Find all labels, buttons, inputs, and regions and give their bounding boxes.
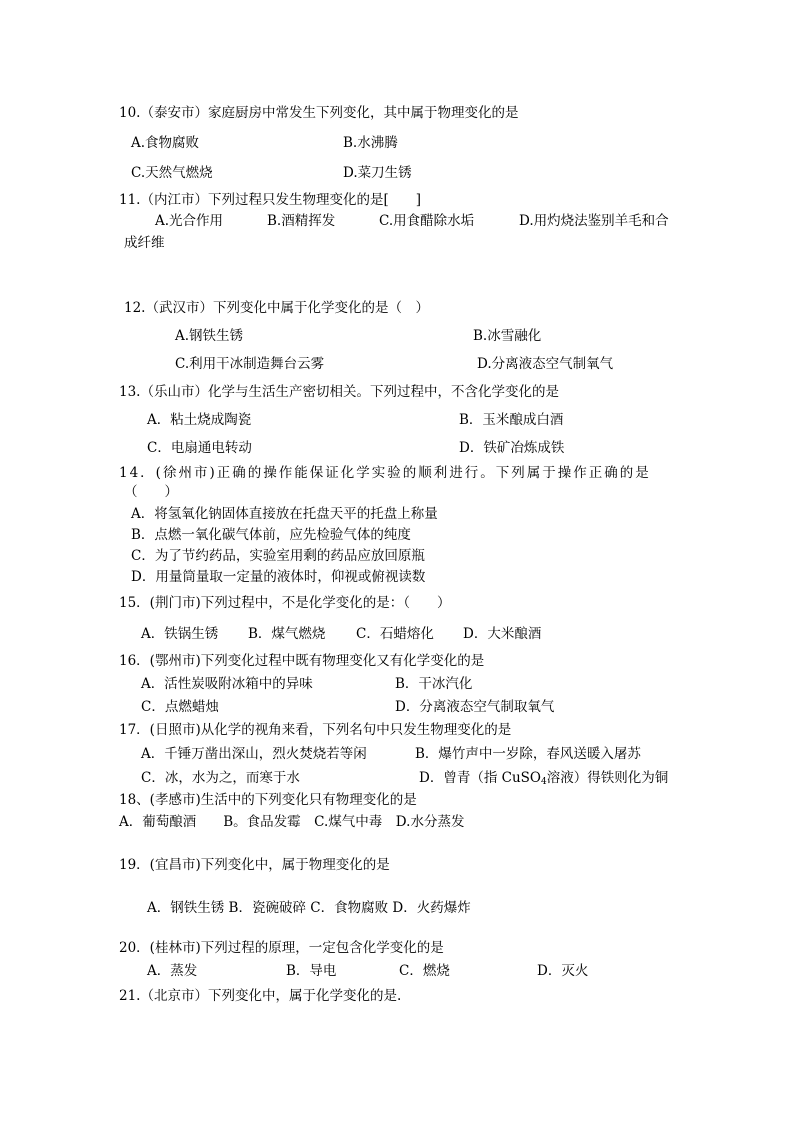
question-20-stem: 20．(桂林市)下列过程的原理，一定包含化学变化的是 [119,940,444,956]
question-19-options: A．钢铁生锈 B．瓷碗破碎 C．食物腐败 D．火药爆炸 [147,900,471,916]
question-12-option-d: D.分离液态空气制氧气 [477,356,614,372]
question-11-option-d: D.用灼烧法鉴别羊毛和合 [519,213,669,229]
question-16-option-d: D．分离液态空气制取氧气 [395,699,555,715]
question-17-stem: 17．(日照市)从化学的视角来看，下列名句中只发生物理变化的是 [119,722,512,738]
question-12-option-c: C.利用干冰制造舞台云雾 [175,356,325,372]
question-14-option-b: B．点燃一氧化碳气体前，应先检验气体的纯度 [131,527,411,543]
question-14-option-c: C．为了节约药品，实验室用剩的药品应放回原瓶 [131,548,425,564]
question-15-option-b: B．煤气燃烧 [248,626,326,642]
question-12-stem: 12.（武汉市）下列变化中属于化学变化的是（ ） [124,300,429,316]
question-11-option-a: A.光合作用 [155,213,224,229]
question-15-option-c: C．石蜡熔化 [356,626,434,642]
question-10-option-d: D.菜刀生锈 [343,165,412,181]
question-21-stem: 21.（北京市）下列变化中，属于化学变化的是. [119,988,402,1004]
question-10-stem: 10.（泰安市）家庭厨房中常发生下列变化，其中属于物理变化的是 [119,105,519,121]
question-10-option-c: C.天然气燃烧 [131,165,213,181]
question-13-option-c: C．电扇通电转动 [147,440,252,456]
question-14-option-d: D．用量筒量取一定量的液体时，仰视或俯视读数 [131,569,426,585]
question-15-stem: 15．(荆门市)下列过程中，不是化学变化的是：（ ） [119,595,451,611]
question-14-stem: 14．(徐州市)正确的操作能保证化学实验的顺利进行。下列属于操作正确的是 [119,465,651,481]
question-14-option-a: A．将氢氧化钠固体直接放在托盘天平的托盘上称量 [131,506,438,522]
question-20-option-d: D．灭火 [537,963,589,979]
question-18-stem: 18、(孝感市)生活中的下列变化只有物理变化的是 [119,792,417,808]
question-16-option-a: A．活性炭吸附冰箱中的异味 [141,676,313,692]
question-12-option-a: A.钢铁生锈 [175,328,244,344]
question-17-option-c: C．冰，水为之，而寒于水 [141,770,300,786]
question-10-option-b: B.水沸腾 [343,135,398,151]
question-10-option-a: A.食物腐败 [131,135,200,151]
question-17-option-d [419,769,668,791]
question-11-stem: 11.（内江市）下列过程只发生物理变化的是[ ] [119,192,422,208]
question-17-option-b: B．爆竹声中一岁除，春风送暖入屠苏 [415,746,641,762]
question-18-options: A．葡萄酿酒 B。食品发霉 C.煤气中毒 D.水分蒸发 [119,814,465,830]
question-15-option-d: D．大米酿酒 [463,626,542,642]
question-20-option-c: C．燃烧 [399,963,450,979]
question-13-stem: 13.（乐山市）化学与生活生产密切相关。下列过程中，不含化学变化的是 [119,384,559,400]
question-11-option-d-continued: 成纤维 [124,235,165,251]
question-13-option-a: A．粘土烧成陶瓷 [147,412,252,428]
question-17-option-d-prefix: D．曾青（指 CuSO [419,770,541,786]
question-16-stem: 16．(鄂州市)下列变化过程中既有物理变化又有化学变化的是 [119,653,485,669]
question-17-option-d-suffix: 溶液）得铁则化为铜 [546,770,669,786]
question-16-option-c: C．点燃蜡烛 [141,699,219,715]
question-20-option-a: A．蒸发 [147,963,198,979]
question-17-option-a: A．千锤万凿出深山，烈火焚烧若等闲 [141,746,367,762]
question-16-option-b: B．干冰汽化 [395,676,473,692]
question-13-option-b: B．玉米酿成白酒 [459,412,564,428]
question-17-option-d-subscript: 4 [540,777,547,787]
question-15-option-a: A．铁锅生锈 [141,626,219,642]
question-11-option-b: B.酒精挥发 [267,213,336,229]
question-19-stem: 19．(宜昌市)下列变化中，属于物理变化的是 [119,857,390,873]
question-13-option-d: D．铁矿冶炼成铁 [459,440,565,456]
question-20-option-b: B．导电 [286,963,337,979]
question-11-option-c: C.用食醋除水垢 [379,213,475,229]
question-14-paren: （ ） [124,484,178,500]
question-12-option-b: B.冰雪融化 [473,328,542,344]
